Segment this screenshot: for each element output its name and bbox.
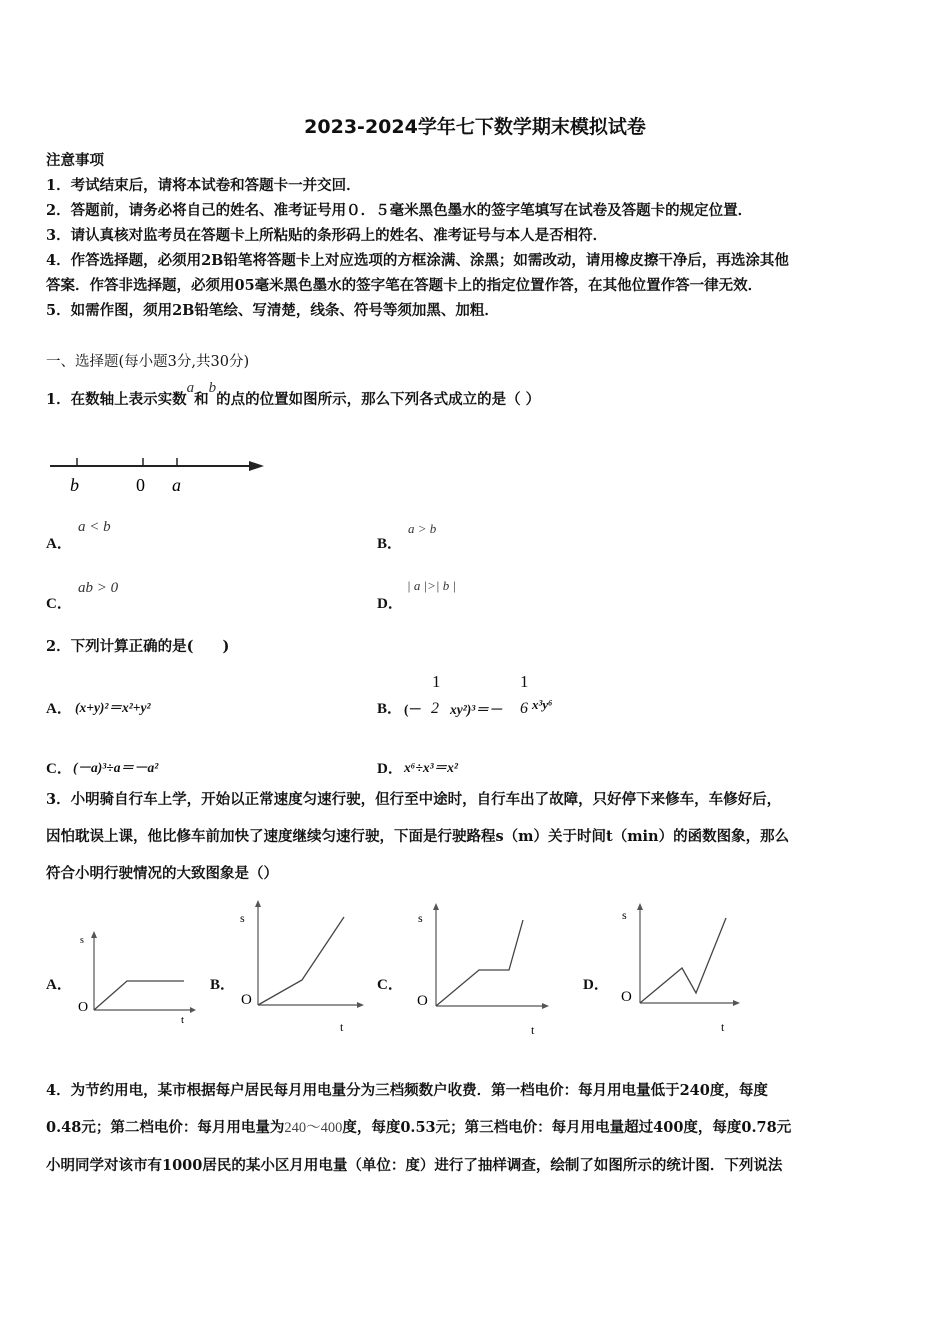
t-label: t [721,1020,725,1034]
s-label: s [240,911,245,925]
notice-item: 4．作答选择题，必须用2B铅笔将答题卡上对应选项的方框涂满、涂黑；如需改动，请用橡皮擦干净后，再选涂其他 [46,252,789,269]
q2-b-frac1-den: 2 [431,700,439,717]
q2-option-d-expr: x⁶÷x³＝x² [404,760,458,775]
notice-item: 答案．作答非选择题，必须用05毫米黑色墨水的签字笔在答题卡上的指定位置作答，在其他位置作答一律无效． [46,277,763,294]
q3-graph-c [403,898,553,1040]
q2-option-c-expr: (－a)³÷a＝－a² [73,760,159,775]
q3-option-d-label[interactable]: D． [583,977,609,993]
q2-option-a-expr: (x+y)²＝x²+y² [75,700,151,715]
number-line-arrow [249,461,264,471]
q2-option-c-label[interactable]: C． [46,761,72,777]
q2-b-mid: xy²)³＝－ [450,702,503,717]
notice-heading: 注意事项 [46,152,104,169]
t-label: t [531,1023,535,1037]
label-0: 0 [136,475,145,495]
origin-label: O [241,992,252,1008]
q1-option-a-expr: a < b [78,519,111,535]
origin-label: O [417,993,428,1009]
section-heading: 一、选择题(每小题3分,共30分) [46,354,250,370]
number-line-figure [44,448,274,500]
t-axis-arrow [190,1007,196,1013]
graph-line [640,918,726,1003]
q3-option-c-label[interactable]: C． [377,977,403,993]
notice-item: 3．请认真核对监考员在答题卡上所粘贴的条形码上的姓名、准考证号与本人是否相符． [46,227,608,244]
question-4-line-1: 4．为节约用电，某市根据每户居民每月用电量分为三档频数户收费．第一档电价：每月用电量低于240度，每度 [46,1082,768,1099]
graph-line [436,920,523,1006]
q1-option-c-label[interactable]: C． [46,596,72,612]
q4-range: 240～400 [284,1120,343,1136]
q3-graph-d [610,898,745,1040]
q2-b-frac2-den: 6 [520,700,528,717]
q1-and: 和 [194,391,209,408]
q4-line2-a: 0.48元；第二档电价：每月用电量为 [46,1119,285,1136]
q3-graph-a [74,925,200,1035]
q2-b-post: x³y⁶ [532,697,553,712]
s-axis-arrow [91,931,97,938]
q1-option-b-expr: a > b [408,521,437,536]
s-label: s [80,935,84,946]
graph-line [94,981,184,1010]
q1-prefix: 1．在数轴上表示实数 [46,391,187,408]
origin-label: O [78,1000,89,1015]
s-axis-arrow [255,900,261,907]
graph-line [258,917,344,1005]
notice-item: 1．考试结束后，请将本试卷和答题卡一并交回． [46,177,361,194]
notice-item: 2．答题前，请务必将自己的姓名、准考证号用０．５毫米黑色墨水的签字笔填写在试卷及答题卡的规定位置． [46,202,753,219]
q1-suffix: 的点的位置如图所示，那么下列各式成立的是（ ） [216,391,541,408]
question-3-line: 符合小明行驶情况的大致图象是（） [46,865,278,882]
s-axis-arrow [433,903,439,910]
q1-option-c-expr: ab > 0 [78,580,119,596]
question-4-line-2 [46,1117,791,1139]
t-axis-arrow [542,1003,549,1009]
s-label: s [622,908,627,922]
question-1-stem [46,380,541,411]
origin-label: O [621,989,632,1005]
s-label: s [418,911,423,925]
question-4-line-3: 小明同学对该市有1000居民的某小区月用电量（单位：度）进行了抽样调查，绘制了如图所示的统计图．下列说法 [46,1157,783,1174]
page-title: 2023-2024学年七下数学期末模拟试卷 [304,116,646,138]
notice-item: 5．如需作图，须用2B铅笔绘、写清楚，线条、符号等须加黑、加粗． [46,302,499,319]
q1-option-b-label[interactable]: B． [377,536,403,552]
q1-var-b: b [208,380,217,396]
s-axis-arrow [637,903,643,910]
q1-var-a: a [186,380,195,396]
q4-line2-b: 度，每度0.53元；第三档电价：每月用电量超过400度，每度0.78元 [342,1119,792,1136]
question-3-line: 因怕耽误上课，他比修车前加快了速度继续匀速行驶，下面是行驶路程s（m）关于时间t（min）的函数图象，那么 [46,828,790,845]
t-label: t [340,1020,344,1034]
q3-option-a-label[interactable]: A． [46,977,72,993]
q1-option-d-expr: | a |>| b | [407,578,457,593]
q2-option-a-label[interactable]: A． [46,701,72,717]
q1-option-d-label[interactable]: D． [377,596,403,612]
label-b: b [70,475,79,495]
t-axis-arrow [357,1002,364,1008]
q3-option-b-label[interactable]: B． [210,977,236,993]
q2-option-d-label[interactable]: D． [377,761,403,777]
q2-b-frac1-num: 1 [432,672,441,691]
question-2-stem: 2．下列计算正确的是( ) [46,638,230,655]
question-3-line: 3．小明骑自行车上学，开始以正常速度匀速行驶，但行至中途时，自行车出了故障，只好停下来修车，车修好后， [46,791,782,808]
q1-option-a-label[interactable]: A． [46,536,72,552]
label-a: a [172,475,181,495]
q2-b-frac2-num: 1 [520,672,529,691]
q3-graph-b [236,895,366,1040]
t-axis-arrow [733,1000,740,1006]
q2-option-b-label[interactable]: B． [377,701,403,717]
q2-b-pre: (－ [404,702,422,717]
t-label: t [181,1014,185,1026]
